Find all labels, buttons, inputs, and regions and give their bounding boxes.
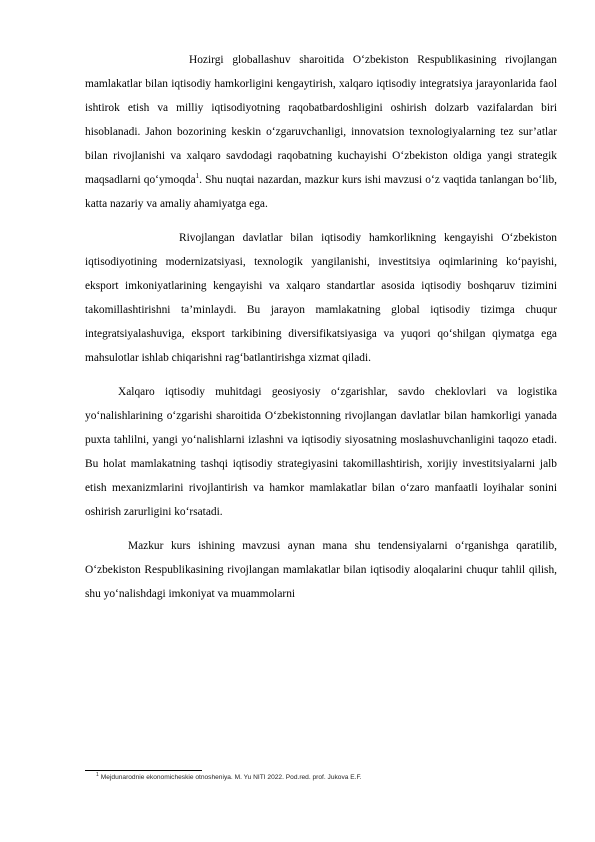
footnote-number: 1 <box>96 771 99 778</box>
footnote-separator <box>85 770 202 771</box>
paragraph-intro-text-continued: . Shu nuqtai nazardan, mazkur kurs ishi mavzusi o‘z vaqtida tanlangan bo‘lib, katta nazariy va amaliy ahamiyatga ega. <box>85 174 557 210</box>
footnote-text: Mejdunarodnie ekonomicheskie otnosheniya. M. Yu NITI 2022. Pod.red. prof. Jukova E.F. <box>100 774 362 781</box>
paragraph-geopolitics: Xalqaro iqtisodiy muhitdagi geosiyosiy o‘zgarishlar, savdo cheklovlari va logistika yo‘nalishlarining o‘zgarishi sharoitida O‘zbekistonning rivojlangan davlatlar bilan hamkorligi yanada puxta tahlilni, yangi yo‘nalishlarni izlashni va iqtisodiy siyosatning moslashuvchanligini taqozo etadi. Bu holat mamlakatning tashqi iqtisodiy strategiyasini takomillashtirish, xorijiy investitsiyalarni jalb etish mexanizmlarini rivojlantirish va hamkor mamlakatlar bilan o‘zaro manfaatli loyihalar sonini oshirish zarurligini ko‘rsatadi. <box>85 386 557 518</box>
paragraph-cooperation: Rivojlangan davlatlar bilan iqtisodiy hamkorlikning kengayishi O‘zbekiston iqtisodiyotining modernizatsiyasi, texnologik yangilanishi, investitsiya oqimlarining ko‘payishi, eksport imkoniyatlarining kengayishi va xalqaro standartlar asosida iqtisodiy boshqaruv tizimini takomillashtirishni ta’minlaydi. Bu jarayon mamlakatning global iqtisodiy tizimga chuqur integratsiyalashuviga, eksport tarkibining diversifikatsiyasiga va yuqori qo‘shilgan qiymatga ega mahsulotlar ishlab chiqarishni rag‘batlantirishga xizmat qiladi. <box>85 232 557 364</box>
paragraph-intro <box>85 48 557 216</box>
footnote-reference[interactable]: 1 <box>195 172 200 181</box>
document-body <box>85 48 557 606</box>
paragraph-intro-text: Hozirgi globallashuv sharoitida O‘zbekiston Respublikasining rivojlangan mamlakatlar bilan iqtisodiy hamkorligini kengaytirish, xalqaro iqtisodiy integratsiya jarayonlarida faol ishtirok etish va milliy iqtisodiyotning raqobatbardoshligini oshirish dolzarb vazifalardan biri hisoblanadi. Jahon bozorining keskin o‘zgaruvchanligi, innovatsion texnologiyalarning tez sur’atlar bilan rivojlanishi va xalqaro savdodagi raqobatning kuchayishi O‘zbekiston oldiga yangi strategik maqsadlarni qo‘ymoqda <box>85 54 557 186</box>
footnote <box>96 773 566 783</box>
paragraph-course-topic: Mazkur kurs ishining mavzusi aynan mana shu tendensiyalarni o‘rganishga qaratilib, O‘zbekiston Respublikasining rivojlangan mamlakatlar bilan iqtisodiy aloqalarini chuqur tahlil qilish, shu yo‘nalishdagi imkoniyat va muammolarni <box>85 540 557 600</box>
